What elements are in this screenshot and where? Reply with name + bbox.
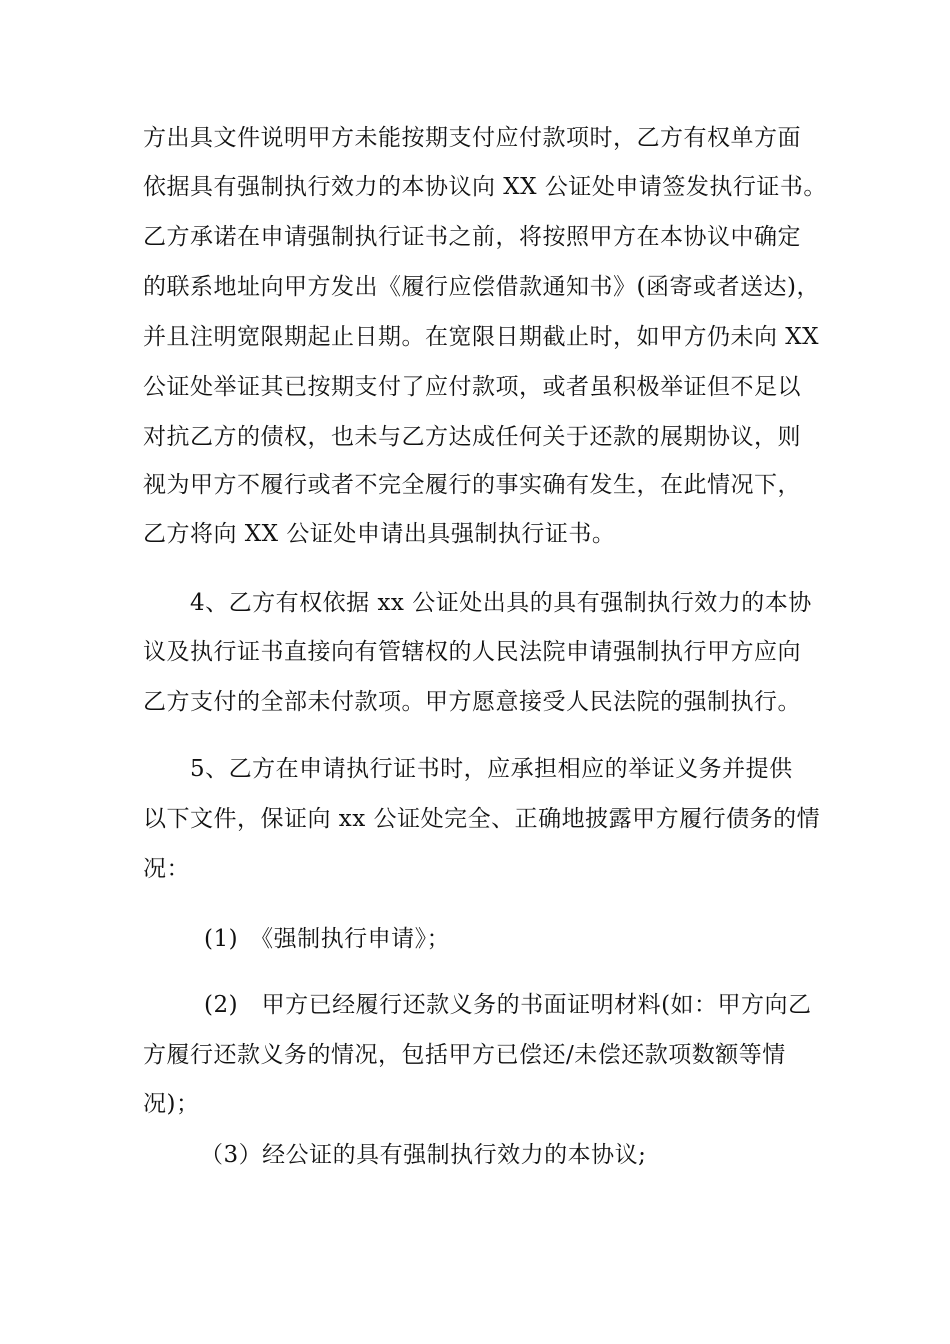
text-line: (2) 甲方已经履行还款义务的书面证明材料(如：甲方向乙 xyxy=(204,992,812,1018)
text-line: 乙方支付的全部未付款项。甲方愿意接受人民法院的强制执行。 xyxy=(143,689,801,715)
text-line: 方出具文件说明甲方未能按期支付应付款项时，乙方有权单方面 xyxy=(143,125,801,151)
text-line: 依据具有强制执行效力的本协议向 XX 公证处申请签发执行证书。 xyxy=(143,174,827,200)
text-line: (1) 《强制执行申请》； xyxy=(204,926,451,952)
text-line: 以下文件，保证向 xx 公证处完全、正确地披露甲方履行债务的情 xyxy=(143,806,821,832)
text-line: 并且注明宽限期起止日期。在宽限日期截止时，如甲方仍未向 XX xyxy=(143,324,820,350)
text-line: 况)； xyxy=(143,1091,200,1117)
text-line: 5、乙方在申请执行证书时，应承担相应的举证义务并提供 xyxy=(190,756,793,782)
text-line: 乙方承诺在申请强制执行证书之前，将按照甲方在本协议中确定 xyxy=(143,224,801,250)
text-line: 乙方将向 XX 公证处申请出具强制执行证书。 xyxy=(143,521,616,547)
text-line: 的联系地址向甲方发出《履行应偿借款通知书》(函寄或者送达)， xyxy=(143,274,820,300)
text-line: 况： xyxy=(143,856,190,882)
text-line: （3）经公证的具有强制执行效力的本协议; xyxy=(200,1142,647,1168)
text-line: 4、乙方有权依据 xx 公证处出具的具有强制执行效力的本协 xyxy=(190,590,812,616)
text-line: 视为甲方不履行或者不完全履行的事实确有发生，在此情况下， xyxy=(143,472,801,498)
text-line: 议及执行证书直接向有管辖权的人民法院申请强制执行甲方应向 xyxy=(143,639,801,665)
text-line: 对抗乙方的债权，也未与乙方达成任何关于还款的展期协议，则 xyxy=(143,424,801,450)
text-line: 公证处举证其已按期支付了应付款项，或者虽积极举证但不足以 xyxy=(143,374,801,400)
text-line: 方履行还款义务的情况，包括甲方已偿还/未偿还款项数额等情 xyxy=(143,1042,786,1068)
